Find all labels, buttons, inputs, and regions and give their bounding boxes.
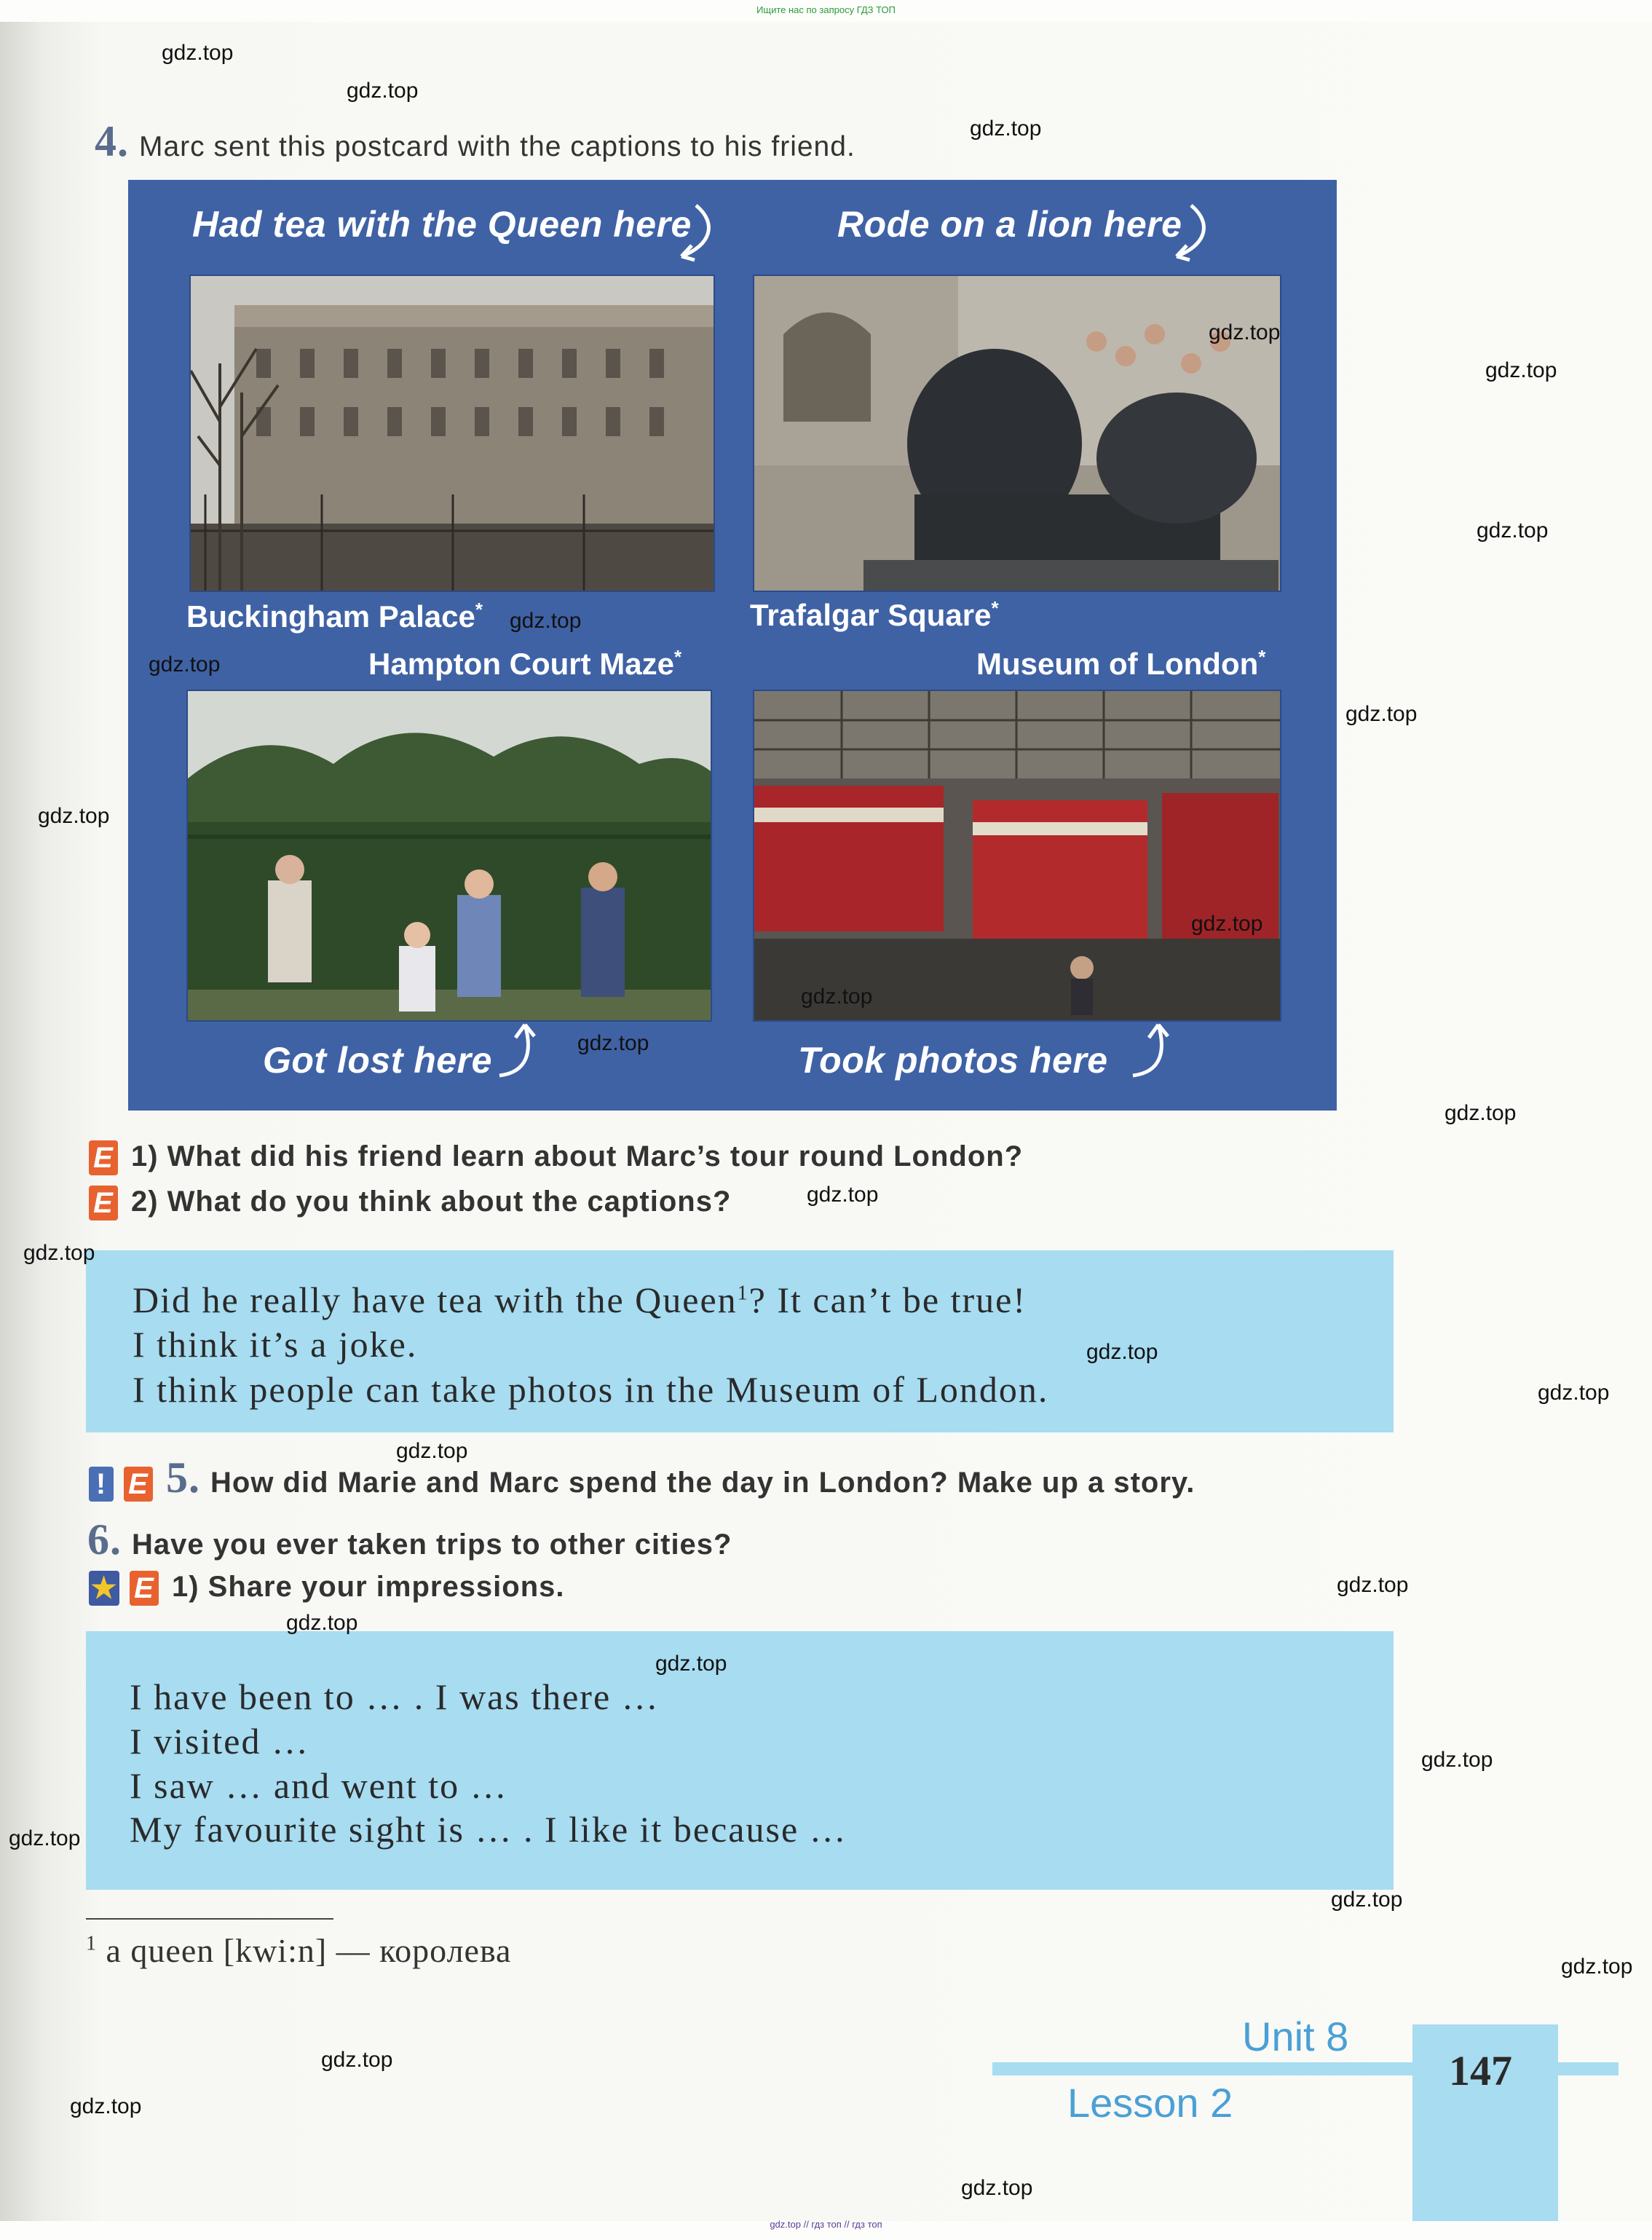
page-number: 147 — [1449, 2047, 1512, 2094]
exercise-number: 5. — [166, 1454, 200, 1502]
watermark: gdz.top — [396, 1439, 468, 1463]
watermark: gdz.top — [510, 609, 582, 633]
watermark: gdz.top — [961, 2176, 1033, 2200]
watermark: gdz.top — [1444, 1101, 1517, 1125]
exercise-4-title — [95, 117, 855, 167]
label-trafalgar-square: Trafalgar Square* — [750, 597, 999, 632]
lesson-label: Lesson 2 — [1067, 2080, 1233, 2126]
box-1-line-2: I think it’s a joke. — [133, 1324, 418, 1365]
watermark: gdz.top — [321, 2048, 393, 2072]
question-2-text: 2) What do you think about the captions? — [131, 1186, 732, 1218]
photo-museum-of-london — [753, 690, 1281, 1022]
watermark: gdz.top — [1331, 1888, 1403, 1912]
box-2-line-1: I have been to … . I was there … — [130, 1676, 660, 1717]
caption-got-lost: Got lost here — [263, 1040, 492, 1081]
watermark: gdz.top — [162, 41, 234, 65]
watermark: gdz.top — [970, 117, 1042, 141]
watermark: gdz.top — [1345, 702, 1418, 726]
curved-arrow-icon — [492, 1017, 543, 1083]
exercise-6-text: Have you ever taken trips to other cities? — [132, 1529, 732, 1561]
watermark: gdz.top — [1485, 358, 1557, 382]
exercise-4-text: Marc sent this postcard with the captions to his friend. — [139, 131, 855, 162]
exercise-5-text: How did Marie and Marc spend the day in London? Make up a story. — [210, 1467, 1195, 1499]
photo-buckingham-palace — [189, 275, 715, 592]
watermark: gdz.top — [38, 804, 110, 828]
watermark: gdz.top — [577, 1031, 649, 1055]
e-icon: E — [89, 1186, 118, 1220]
curved-arrow-icon — [1126, 1017, 1177, 1083]
footnote-divider — [86, 1918, 333, 1920]
star-icon: ★ — [89, 1571, 119, 1606]
caption-had-tea: Had tea with the Queen here — [192, 204, 692, 245]
watermark: gdz.top — [9, 1826, 81, 1850]
exclamation-icon: ! — [89, 1467, 114, 1502]
e-icon: E — [124, 1467, 153, 1502]
unit-bar — [992, 2062, 1619, 2075]
exercise-6-task-1-text: 1) Share your impressions. — [172, 1571, 565, 1603]
watermark: gdz.top — [70, 2094, 142, 2118]
watermark: gdz.top — [1337, 1573, 1409, 1597]
e-icon: E — [130, 1571, 159, 1606]
exercise-6 — [87, 1515, 732, 1565]
unit-label: Unit 8 — [1242, 2014, 1349, 2059]
watermark: gdz.top — [1421, 1748, 1493, 1772]
caption-rode-lion: Rode on a lion here — [837, 204, 1182, 245]
e-icon: E — [89, 1140, 118, 1175]
watermark: gdz.top — [1209, 320, 1281, 344]
question-1-text: 1) What did his friend learn about Marc’s tour round London? — [131, 1140, 1024, 1172]
label-museum-of-london: Museum of London* — [976, 646, 1266, 681]
caption-took-photos: Took photos here — [798, 1040, 1108, 1081]
watermark: gdz.top — [1561, 1955, 1633, 1979]
postcard — [128, 180, 1337, 1111]
curved-arrow-icon — [667, 202, 725, 267]
label-hampton-court-maze: Hampton Court Maze* — [368, 646, 682, 681]
watermark: gdz.top — [807, 1183, 879, 1207]
watermark: gdz.top — [347, 79, 419, 103]
watermark: gdz.top — [1191, 912, 1263, 936]
box-1-line-1: Did he really have tea with the Queen$^1$? It can’t be true! — [133, 1279, 1027, 1320]
question-2 — [89, 1186, 731, 1220]
watermark: gdz.top — [655, 1652, 727, 1676]
watermark: gdz.top — [1538, 1381, 1610, 1405]
question-1 — [89, 1140, 1023, 1175]
box-2-line-4: My favourite sight is … . I like it because … — [130, 1809, 847, 1850]
exercise-number: 6. — [87, 1515, 122, 1563]
photo-trafalgar-square — [753, 275, 1281, 592]
bottom-banner: gdz.top // гдз топ // гдз топ — [770, 2219, 882, 2230]
box-2-line-3: I saw … and went to … — [130, 1765, 508, 1806]
watermark: gdz.top — [286, 1611, 358, 1635]
exercise-number: 4. — [95, 117, 129, 165]
watermark: gdz.top — [149, 652, 221, 677]
label-buckingham-palace: Buckingham Palace* — [186, 599, 483, 634]
box-2-line-2: I visited … — [130, 1721, 309, 1762]
top-banner: Ищите нас по запросу ГДЗ ТОП — [756, 4, 896, 15]
watermark: gdz.top — [23, 1241, 95, 1265]
exercise-6-task-1 — [89, 1571, 565, 1606]
watermark: gdz.top — [801, 985, 873, 1009]
box-1-line-3: I think people can take photos in the Museum of London. — [133, 1369, 1049, 1410]
watermark: gdz.top — [1086, 1340, 1158, 1364]
watermark: gdz.top — [1477, 518, 1549, 543]
photo-hampton-court-maze — [186, 690, 712, 1022]
curved-arrow-icon — [1162, 202, 1220, 267]
footnote: $^1$ a queen [kwi:n] — королева — [86, 1932, 512, 1969]
exercise-5 — [89, 1453, 1195, 1503]
